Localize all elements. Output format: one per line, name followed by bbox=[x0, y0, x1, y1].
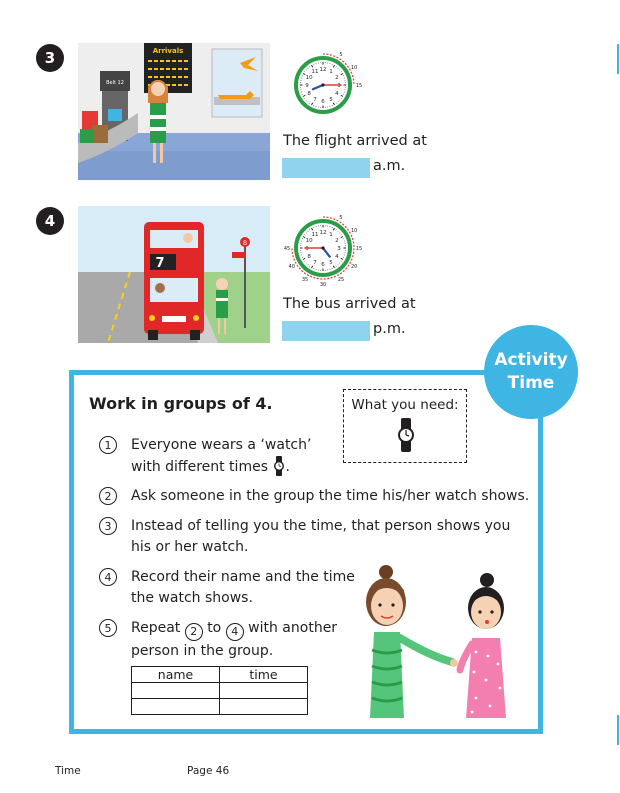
q4-hour-number: 5 bbox=[329, 259, 333, 266]
activity-step-3 bbox=[99, 516, 510, 558]
q3-hour-number: 5 bbox=[329, 96, 333, 103]
q4-minute-label: 40 bbox=[288, 264, 296, 270]
analog-clock-q3 bbox=[286, 48, 363, 122]
table-header-time: time bbox=[220, 667, 308, 683]
footer-topic: Time bbox=[55, 765, 81, 777]
step-text: Repeat bbox=[131, 620, 181, 636]
q4-minute-label: 30 bbox=[319, 282, 327, 288]
activity-title: Work in groups of 4. bbox=[89, 394, 273, 413]
q4-hour-number: 1 bbox=[329, 232, 333, 239]
analog-clock-q4 bbox=[283, 211, 363, 288]
bus-stop-sign-text: B bbox=[242, 240, 248, 247]
bus-number: 7 bbox=[155, 256, 165, 271]
badge-line1: Activity bbox=[494, 350, 568, 371]
step-number: 4 bbox=[99, 568, 117, 586]
q3-hour-number: 1 bbox=[329, 69, 333, 76]
table-cell[interactable] bbox=[220, 699, 308, 715]
q3-hour-number: 10 bbox=[305, 75, 313, 81]
q4-hour-number: 4 bbox=[335, 254, 339, 260]
arrivals-sign-text: Arrivals bbox=[152, 47, 184, 55]
q4-hour-number: 2 bbox=[335, 238, 339, 244]
belt-sign-text: Belt 12 bbox=[106, 80, 124, 86]
watch-icon bbox=[396, 418, 416, 452]
q3-hour-number: 2 bbox=[335, 75, 339, 81]
table-header-name: name bbox=[132, 667, 220, 683]
step-reference: 2 bbox=[185, 623, 203, 641]
step-text: the watch shows. bbox=[131, 590, 253, 606]
q3-hour-number: 12 bbox=[319, 67, 327, 73]
bus-scene-illustration bbox=[78, 206, 270, 343]
q4-minute-label: 45 bbox=[283, 246, 291, 252]
activity-step-5 bbox=[99, 618, 337, 662]
badge-line2: Time bbox=[507, 373, 555, 393]
q4-clock-center bbox=[321, 246, 324, 249]
q4-minute-label: 35 bbox=[301, 277, 309, 284]
q3-hour-number: 11 bbox=[311, 69, 319, 76]
q3-hour-number: 6 bbox=[321, 99, 325, 105]
step-number: 5 bbox=[99, 619, 117, 637]
q3-hour-number: 9 bbox=[305, 83, 309, 89]
q3-hour-number: 3 bbox=[337, 83, 341, 89]
q4-answer-box[interactable] bbox=[282, 321, 370, 341]
step-text: Everyone wears a ‘watch’ bbox=[131, 437, 312, 453]
activity-step-4 bbox=[99, 567, 355, 609]
small-watch-icon bbox=[273, 456, 285, 476]
q3-answer-box[interactable] bbox=[282, 158, 370, 178]
q3-minute-label: 10 bbox=[350, 65, 358, 71]
table-cell[interactable] bbox=[220, 683, 308, 699]
activity-step-1 bbox=[99, 435, 311, 478]
q4-hour-number: 3 bbox=[337, 246, 341, 252]
q4-caption: The bus arrived at bbox=[283, 296, 416, 312]
page-edge-mark bbox=[617, 715, 619, 745]
step-text: with another bbox=[248, 620, 338, 636]
period: . bbox=[285, 459, 290, 475]
step-text: to bbox=[207, 620, 222, 636]
step-number: 3 bbox=[99, 517, 117, 535]
q3-minute-label: 15 bbox=[355, 83, 363, 89]
q4-minute-label: 5 bbox=[339, 214, 343, 221]
q4-hour-number: 7 bbox=[313, 259, 317, 266]
step-number: 2 bbox=[99, 487, 117, 505]
q3-clock-center bbox=[321, 83, 324, 86]
q4-hour-number: 12 bbox=[319, 230, 327, 236]
step-text: person in the group. bbox=[131, 642, 274, 659]
q4-hour-number: 8 bbox=[307, 254, 311, 260]
what-you-need-label: What you need: bbox=[351, 397, 459, 413]
question-number-3: 3 bbox=[36, 44, 64, 72]
q4-hour-number: 10 bbox=[305, 238, 313, 244]
step-text: Record their name and the time bbox=[131, 569, 355, 585]
q4-hour-number: 6 bbox=[321, 262, 325, 268]
table-cell[interactable] bbox=[132, 683, 220, 699]
q3-minute-label: 5 bbox=[339, 51, 343, 58]
q3-unit: a.m. bbox=[373, 158, 406, 174]
step-text: Ask someone in the group the time his/her watch shows. bbox=[131, 488, 530, 504]
step-number: 1 bbox=[99, 436, 117, 454]
record-table bbox=[131, 666, 308, 715]
step-text: Instead of telling you the time, that person shows you bbox=[131, 518, 511, 534]
q4-hour-number: 11 bbox=[311, 232, 319, 239]
q4-minute-label: 10 bbox=[350, 228, 358, 234]
q3-caption: The flight arrived at bbox=[283, 133, 427, 149]
airport-scene-illustration bbox=[78, 43, 270, 180]
q3-hour-number: 8 bbox=[307, 91, 311, 97]
step-text: with different times bbox=[131, 459, 268, 475]
activity-step-2 bbox=[99, 486, 529, 507]
footer-page-number: Page 46 bbox=[187, 765, 230, 777]
q4-minute-label: 25 bbox=[337, 277, 345, 284]
what-you-need-box bbox=[343, 389, 467, 463]
step-text: his or her watch. bbox=[131, 539, 249, 555]
q4-minute-label: 15 bbox=[355, 246, 363, 252]
question-number-4: 4 bbox=[36, 207, 64, 235]
q3-hour-number: 4 bbox=[335, 91, 339, 97]
q4-minute-label: 20 bbox=[350, 264, 358, 270]
page-edge-mark bbox=[617, 44, 619, 74]
activity-time-badge bbox=[484, 325, 578, 419]
q4-hour-number: 9 bbox=[305, 246, 309, 252]
table-cell[interactable] bbox=[132, 699, 220, 715]
two-girls-illustration bbox=[360, 560, 510, 720]
step-reference: 4 bbox=[226, 623, 244, 641]
q4-unit: p.m. bbox=[373, 321, 406, 337]
q3-hour-number: 7 bbox=[313, 96, 317, 103]
